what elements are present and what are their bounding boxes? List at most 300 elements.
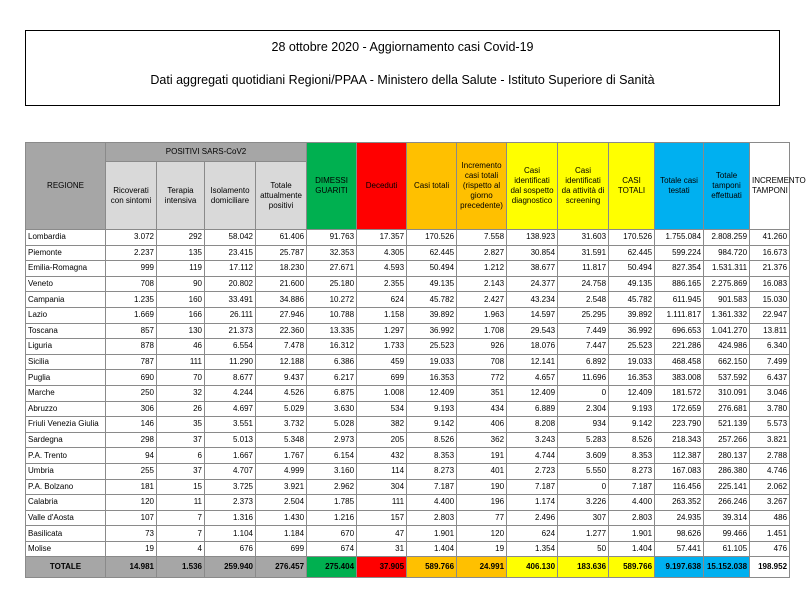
table-cell: 4.707 bbox=[205, 463, 256, 479]
table-cell: 351 bbox=[457, 385, 507, 401]
table-cell: 3.551 bbox=[205, 417, 256, 433]
total-row bbox=[26, 557, 790, 578]
table-cell: 2.143 bbox=[457, 276, 507, 292]
total-cell: 276.457 bbox=[256, 557, 307, 578]
table-cell: 160 bbox=[157, 292, 205, 308]
header-screening: Casi identificati da attività di screening bbox=[558, 143, 609, 230]
table-cell: 2.504 bbox=[256, 495, 307, 511]
table-cell: 61.105 bbox=[704, 541, 750, 557]
region-name: Lombardia bbox=[26, 230, 106, 246]
table-cell: 1.963 bbox=[457, 307, 507, 323]
table-cell: 47 bbox=[357, 526, 407, 542]
table-row bbox=[26, 510, 790, 526]
table-cell: 7.447 bbox=[558, 339, 609, 355]
total-cell: 1.536 bbox=[157, 557, 205, 578]
table-cell: 7.499 bbox=[750, 354, 790, 370]
region-name: Umbria bbox=[26, 463, 106, 479]
header-tamponi: Totale tamponi effettuati bbox=[704, 143, 750, 230]
table-cell: 6.554 bbox=[205, 339, 256, 355]
table-cell: 24.935 bbox=[655, 510, 704, 526]
region-name: Veneto bbox=[26, 276, 106, 292]
table-cell: 1.451 bbox=[750, 526, 790, 542]
table-cell: 20.802 bbox=[205, 276, 256, 292]
header-deceduti: Deceduti bbox=[357, 143, 407, 230]
table-cell: 14.597 bbox=[507, 307, 558, 323]
table-cell: 4.400 bbox=[407, 495, 457, 511]
table-cell: 1.901 bbox=[407, 526, 457, 542]
table-cell: 73 bbox=[106, 526, 157, 542]
table-cell: 901.583 bbox=[704, 292, 750, 308]
table-cell: 170.526 bbox=[609, 230, 655, 246]
table-cell: 7.478 bbox=[256, 339, 307, 355]
table-cell: 90 bbox=[157, 276, 205, 292]
table-cell: 6.386 bbox=[307, 354, 357, 370]
table-cell: 12.188 bbox=[256, 354, 307, 370]
region-name: Valle d'Aosta bbox=[26, 510, 106, 526]
table-cell: 1.297 bbox=[357, 323, 407, 339]
table-cell: 31.603 bbox=[558, 230, 609, 246]
table-cell: 32 bbox=[157, 385, 205, 401]
table-cell: 91.763 bbox=[307, 230, 357, 246]
region-name: Campania bbox=[26, 292, 106, 308]
table-cell: 39.892 bbox=[609, 307, 655, 323]
table-cell: 26.111 bbox=[205, 307, 256, 323]
header-incremento-tamponi: INCREMENTO TAMPONI bbox=[750, 143, 790, 230]
table-cell: 1.277 bbox=[558, 526, 609, 542]
table-cell: 17.357 bbox=[357, 230, 407, 246]
table-cell: 307 bbox=[558, 510, 609, 526]
table-cell: 39.892 bbox=[407, 307, 457, 323]
table-cell: 1.184 bbox=[256, 526, 307, 542]
table-cell: 670 bbox=[307, 526, 357, 542]
table-cell: 170.526 bbox=[407, 230, 457, 246]
table-cell: 11.696 bbox=[558, 370, 609, 386]
table-cell: 2.062 bbox=[750, 479, 790, 495]
region-name: Calabria bbox=[26, 495, 106, 511]
table-cell: 221.286 bbox=[655, 339, 704, 355]
table-cell: 266.246 bbox=[704, 495, 750, 511]
table-row bbox=[26, 495, 790, 511]
table-cell: 12.409 bbox=[407, 385, 457, 401]
table-cell: 6.892 bbox=[558, 354, 609, 370]
table-cell: 181.572 bbox=[655, 385, 704, 401]
table-cell: 4.744 bbox=[507, 448, 558, 464]
table-cell: 157 bbox=[357, 510, 407, 526]
table-cell: 15.030 bbox=[750, 292, 790, 308]
table-cell: 13.335 bbox=[307, 323, 357, 339]
table-cell: 196 bbox=[457, 495, 507, 511]
table-cell: 624 bbox=[507, 526, 558, 542]
table-row bbox=[26, 370, 790, 386]
table-cell: 12.409 bbox=[507, 385, 558, 401]
table-cell: 11.290 bbox=[205, 354, 256, 370]
header-terapia-intensiva: Terapia intensiva bbox=[157, 162, 205, 230]
table-row bbox=[26, 448, 790, 464]
table-cell: 886.165 bbox=[655, 276, 704, 292]
table-cell: 3.609 bbox=[558, 448, 609, 464]
table-cell: 119 bbox=[157, 261, 205, 277]
table-cell: 406 bbox=[457, 417, 507, 433]
table-cell: 280.137 bbox=[704, 448, 750, 464]
table-cell: 36.992 bbox=[609, 323, 655, 339]
table-cell: 708 bbox=[106, 276, 157, 292]
table-cell: 3.921 bbox=[256, 479, 307, 495]
table-cell: 486 bbox=[750, 510, 790, 526]
table-cell: 8.273 bbox=[609, 463, 655, 479]
table-row bbox=[26, 276, 790, 292]
table-cell: 21.373 bbox=[205, 323, 256, 339]
table-cell: 57.441 bbox=[655, 541, 704, 557]
table-cell: 2.275.869 bbox=[704, 276, 750, 292]
table-cell: 432 bbox=[357, 448, 407, 464]
table-cell: 120 bbox=[106, 495, 157, 511]
table-cell: 2.808.259 bbox=[704, 230, 750, 246]
region-name: Liguria bbox=[26, 339, 106, 355]
table-cell: 5.028 bbox=[307, 417, 357, 433]
table-cell: 18.076 bbox=[507, 339, 558, 355]
table-cell: 130 bbox=[157, 323, 205, 339]
region-name: Emilia-Romagna bbox=[26, 261, 106, 277]
header-sospetto-diagnostico: Casi identificati dal sospetto diagnostico bbox=[507, 143, 558, 230]
table-cell: 696.653 bbox=[655, 323, 704, 339]
table-cell: 7.187 bbox=[609, 479, 655, 495]
table-cell: 6.217 bbox=[307, 370, 357, 386]
table-cell: 8.353 bbox=[609, 448, 655, 464]
table-cell: 37 bbox=[157, 432, 205, 448]
table-cell: 21.376 bbox=[750, 261, 790, 277]
table-cell: 24.758 bbox=[558, 276, 609, 292]
table-cell: 934 bbox=[558, 417, 609, 433]
table-cell: 138.923 bbox=[507, 230, 558, 246]
total-label: TOTALE bbox=[26, 557, 106, 578]
table-cell: 114 bbox=[357, 463, 407, 479]
table-cell: 16.083 bbox=[750, 276, 790, 292]
total-cell: 259.940 bbox=[205, 557, 256, 578]
table-cell: 111 bbox=[157, 354, 205, 370]
region-name: P.A. Bolzano bbox=[26, 479, 106, 495]
header-ricoverati: Ricoverati con sintomi bbox=[106, 162, 157, 230]
report-title-box bbox=[25, 30, 780, 106]
table-cell: 218.343 bbox=[655, 432, 704, 448]
table-cell: 1.111.817 bbox=[655, 307, 704, 323]
region-name: Friuli Venezia Giulia bbox=[26, 417, 106, 433]
table-cell: 772 bbox=[457, 370, 507, 386]
table-cell: 3.821 bbox=[750, 432, 790, 448]
table-cell: 1.354 bbox=[507, 541, 558, 557]
table-cell: 362 bbox=[457, 432, 507, 448]
table-cell: 1.212 bbox=[457, 261, 507, 277]
table-cell: 11.817 bbox=[558, 261, 609, 277]
table-cell: 624 bbox=[357, 292, 407, 308]
table-cell: 3.243 bbox=[507, 432, 558, 448]
table-cell: 611.945 bbox=[655, 292, 704, 308]
table-cell: 5.029 bbox=[256, 401, 307, 417]
table-cell: 46 bbox=[157, 339, 205, 355]
table-cell: 19.033 bbox=[609, 354, 655, 370]
table-cell: 2.827 bbox=[457, 245, 507, 261]
table-cell: 98.626 bbox=[655, 526, 704, 542]
table-cell: 537.592 bbox=[704, 370, 750, 386]
table-cell: 35 bbox=[157, 417, 205, 433]
table-cell: 10.272 bbox=[307, 292, 357, 308]
table-cell: 304 bbox=[357, 479, 407, 495]
table-cell: 16.673 bbox=[750, 245, 790, 261]
report-subtitle: Dati aggregati quotidiani Regioni/PPAA - Ministero della Salute - Istituto Superiore di Sanità bbox=[150, 73, 655, 87]
table-cell: 3.780 bbox=[750, 401, 790, 417]
table-cell: 1.755.084 bbox=[655, 230, 704, 246]
table-cell: 4.400 bbox=[609, 495, 655, 511]
table-cell: 401 bbox=[457, 463, 507, 479]
table-cell: 534 bbox=[357, 401, 407, 417]
table-cell: 19.033 bbox=[407, 354, 457, 370]
region-name: Marche bbox=[26, 385, 106, 401]
total-cell: 589.766 bbox=[609, 557, 655, 578]
table-cell: 699 bbox=[357, 370, 407, 386]
table-cell: 37 bbox=[157, 463, 205, 479]
table-cell: 13.811 bbox=[750, 323, 790, 339]
header-casi-testati: Totale casi testati bbox=[655, 143, 704, 230]
table-cell: 166 bbox=[157, 307, 205, 323]
table-cell: 699 bbox=[256, 541, 307, 557]
table-cell: 2.548 bbox=[558, 292, 609, 308]
table-cell: 58.042 bbox=[205, 230, 256, 246]
table-cell: 19 bbox=[106, 541, 157, 557]
table-row bbox=[26, 354, 790, 370]
table-cell: 5.573 bbox=[750, 417, 790, 433]
total-cell: 24.991 bbox=[457, 557, 507, 578]
region-name: Molise bbox=[26, 541, 106, 557]
table-cell: 857 bbox=[106, 323, 157, 339]
table-cell: 45.782 bbox=[609, 292, 655, 308]
table-cell: 26 bbox=[157, 401, 205, 417]
table-cell: 29.543 bbox=[507, 323, 558, 339]
table-cell: 22.947 bbox=[750, 307, 790, 323]
table-cell: 116.456 bbox=[655, 479, 704, 495]
table-cell: 2.723 bbox=[507, 463, 558, 479]
region-name: Piemonte bbox=[26, 245, 106, 261]
table-cell: 25.523 bbox=[609, 339, 655, 355]
table-cell: 21.600 bbox=[256, 276, 307, 292]
table-cell: 306 bbox=[106, 401, 157, 417]
table-cell: 1.216 bbox=[307, 510, 357, 526]
table-cell: 2.373 bbox=[205, 495, 256, 511]
table-cell: 6.437 bbox=[750, 370, 790, 386]
table-cell: 827.354 bbox=[655, 261, 704, 277]
table-row bbox=[26, 541, 790, 557]
table-cell: 250 bbox=[106, 385, 157, 401]
table-cell: 1.404 bbox=[407, 541, 457, 557]
table-cell: 12.141 bbox=[507, 354, 558, 370]
table-cell: 4 bbox=[157, 541, 205, 557]
table-cell: 50 bbox=[558, 541, 609, 557]
table-cell: 5.348 bbox=[256, 432, 307, 448]
table-cell: 1.041.270 bbox=[704, 323, 750, 339]
table-cell: 41.260 bbox=[750, 230, 790, 246]
table-cell: 50.494 bbox=[407, 261, 457, 277]
table-cell: 6.340 bbox=[750, 339, 790, 355]
header-dimessi: DIMESSI GUARITI bbox=[307, 143, 357, 230]
table-cell: 94 bbox=[106, 448, 157, 464]
table-cell: 6.154 bbox=[307, 448, 357, 464]
table-cell: 9.193 bbox=[609, 401, 655, 417]
table-cell: 23.415 bbox=[205, 245, 256, 261]
table-cell: 4.526 bbox=[256, 385, 307, 401]
table-cell: 310.091 bbox=[704, 385, 750, 401]
table-cell: 30.854 bbox=[507, 245, 558, 261]
table-cell: 1.531.311 bbox=[704, 261, 750, 277]
total-cell: 15.152.038 bbox=[704, 557, 750, 578]
table-cell: 17.112 bbox=[205, 261, 256, 277]
table-cell: 111 bbox=[357, 495, 407, 511]
table-cell: 292 bbox=[157, 230, 205, 246]
table-cell: 2.355 bbox=[357, 276, 407, 292]
table-cell: 2.803 bbox=[407, 510, 457, 526]
header-isolamento: Isolamento domiciliare bbox=[205, 162, 256, 230]
header-positivi: POSITIVI SARS-CoV2 bbox=[106, 143, 307, 162]
table-cell: 39.314 bbox=[704, 510, 750, 526]
table-cell: 662.150 bbox=[704, 354, 750, 370]
table-cell: 27.671 bbox=[307, 261, 357, 277]
header-casi-totali-2: CASI TOTALI bbox=[609, 143, 655, 230]
table-cell: 434 bbox=[457, 401, 507, 417]
covid-data-table bbox=[25, 142, 806, 578]
table-cell: 984.720 bbox=[704, 245, 750, 261]
table-cell: 25.180 bbox=[307, 276, 357, 292]
table-cell: 34.886 bbox=[256, 292, 307, 308]
table-row bbox=[26, 401, 790, 417]
table-row bbox=[26, 432, 790, 448]
header-regione: REGIONE bbox=[26, 143, 106, 230]
table-cell: 459 bbox=[357, 354, 407, 370]
table-cell: 16.312 bbox=[307, 339, 357, 355]
total-cell: 9.197.638 bbox=[655, 557, 704, 578]
table-cell: 1.361.332 bbox=[704, 307, 750, 323]
table-cell: 1.708 bbox=[457, 323, 507, 339]
region-name: Sicilia bbox=[26, 354, 106, 370]
table-cell: 3.160 bbox=[307, 463, 357, 479]
table-cell: 2.788 bbox=[750, 448, 790, 464]
table-cell: 2.496 bbox=[507, 510, 558, 526]
total-cell: 14.981 bbox=[106, 557, 157, 578]
table-cell: 999 bbox=[106, 261, 157, 277]
table-cell: 9.437 bbox=[256, 370, 307, 386]
table-cell: 8.677 bbox=[205, 370, 256, 386]
table-cell: 476 bbox=[750, 541, 790, 557]
table-cell: 5.550 bbox=[558, 463, 609, 479]
table-cell: 708 bbox=[457, 354, 507, 370]
total-cell: 589.766 bbox=[407, 557, 457, 578]
table-cell: 286.380 bbox=[704, 463, 750, 479]
table-cell: 1.404 bbox=[609, 541, 655, 557]
table-row bbox=[26, 417, 790, 433]
table-cell: 15 bbox=[157, 479, 205, 495]
table-cell: 674 bbox=[307, 541, 357, 557]
table-cell: 3.732 bbox=[256, 417, 307, 433]
table-cell: 382 bbox=[357, 417, 407, 433]
table-cell: 878 bbox=[106, 339, 157, 355]
table-cell: 9.193 bbox=[407, 401, 457, 417]
table-cell: 112.387 bbox=[655, 448, 704, 464]
table-cell: 7 bbox=[157, 510, 205, 526]
table-cell: 3.630 bbox=[307, 401, 357, 417]
table-row bbox=[26, 339, 790, 355]
table-row bbox=[26, 245, 790, 261]
table-cell: 690 bbox=[106, 370, 157, 386]
table-cell: 1.667 bbox=[205, 448, 256, 464]
table-cell: 25.787 bbox=[256, 245, 307, 261]
table-cell: 255 bbox=[106, 463, 157, 479]
table-cell: 3.226 bbox=[558, 495, 609, 511]
total-cell: 198.952 bbox=[750, 557, 790, 578]
table-cell: 2.427 bbox=[457, 292, 507, 308]
table-cell: 62.445 bbox=[609, 245, 655, 261]
table-cell: 6.875 bbox=[307, 385, 357, 401]
table-cell: 25.295 bbox=[558, 307, 609, 323]
table-cell: 276.681 bbox=[704, 401, 750, 417]
table-cell: 12.409 bbox=[609, 385, 655, 401]
region-name: Toscana bbox=[26, 323, 106, 339]
table-cell: 8.353 bbox=[407, 448, 457, 464]
report-title: 28 ottobre 2020 - Aggiornamento casi Covid-19 bbox=[271, 40, 534, 54]
table-cell: 2.803 bbox=[609, 510, 655, 526]
table-cell: 2.304 bbox=[558, 401, 609, 417]
region-name: P.A. Trento bbox=[26, 448, 106, 464]
table-cell: 424.986 bbox=[704, 339, 750, 355]
table-cell: 926 bbox=[457, 339, 507, 355]
table-cell: 8.208 bbox=[507, 417, 558, 433]
region-name: Puglia bbox=[26, 370, 106, 386]
region-name: Sardegna bbox=[26, 432, 106, 448]
table-cell: 7 bbox=[157, 526, 205, 542]
table-cell: 4.305 bbox=[357, 245, 407, 261]
table-cell: 11 bbox=[157, 495, 205, 511]
table-cell: 7.187 bbox=[507, 479, 558, 495]
table-cell: 33.491 bbox=[205, 292, 256, 308]
table-row bbox=[26, 292, 790, 308]
table-cell: 1.158 bbox=[357, 307, 407, 323]
table-cell: 25.523 bbox=[407, 339, 457, 355]
table-cell: 38.677 bbox=[507, 261, 558, 277]
header-totale-positivi: Totale attualmente positivi bbox=[256, 162, 307, 230]
table-row bbox=[26, 526, 790, 542]
table-cell: 62.445 bbox=[407, 245, 457, 261]
table-row bbox=[26, 261, 790, 277]
table-cell: 5.283 bbox=[558, 432, 609, 448]
region-name: Basilicata bbox=[26, 526, 106, 542]
table-cell: 1.174 bbox=[507, 495, 558, 511]
table-cell: 468.458 bbox=[655, 354, 704, 370]
table-cell: 181 bbox=[106, 479, 157, 495]
table-cell: 4.746 bbox=[750, 463, 790, 479]
total-cell: 37.905 bbox=[357, 557, 407, 578]
table-cell: 16.353 bbox=[609, 370, 655, 386]
table-cell: 3.267 bbox=[750, 495, 790, 511]
table-cell: 31 bbox=[357, 541, 407, 557]
table-cell: 49.135 bbox=[407, 276, 457, 292]
table-row bbox=[26, 385, 790, 401]
table-cell: 5.013 bbox=[205, 432, 256, 448]
table-cell: 19 bbox=[457, 541, 507, 557]
table-cell: 4.657 bbox=[507, 370, 558, 386]
table-cell: 70 bbox=[157, 370, 205, 386]
table-cell: 10.788 bbox=[307, 307, 357, 323]
table-cell: 107 bbox=[106, 510, 157, 526]
table-cell: 205 bbox=[357, 432, 407, 448]
table-body bbox=[26, 230, 790, 578]
table-cell: 6.889 bbox=[507, 401, 558, 417]
table-row bbox=[26, 307, 790, 323]
table-cell: 4.697 bbox=[205, 401, 256, 417]
